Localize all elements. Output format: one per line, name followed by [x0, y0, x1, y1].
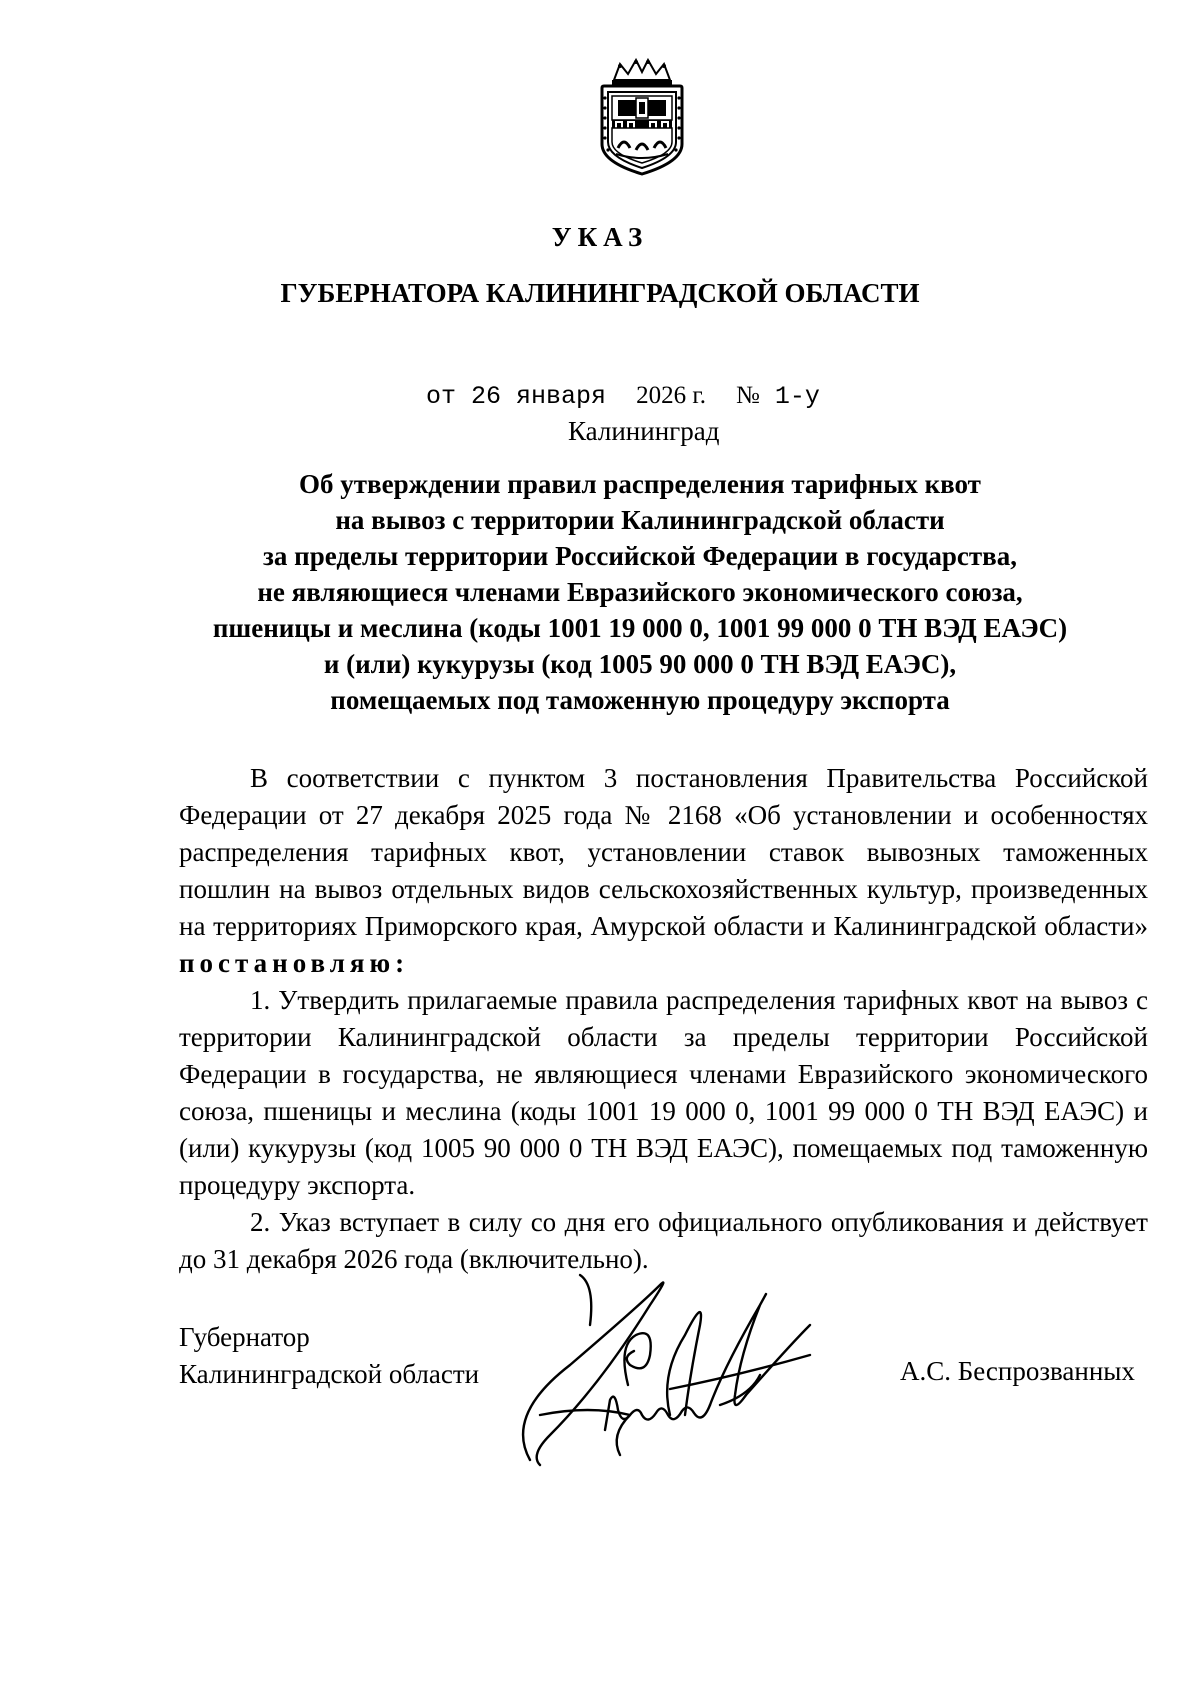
item-2-paragraph: 2. Указ вступает в силу со дня его официального опубликования и действует до 31 декабря 2026 года (включительно).: [179, 1207, 1148, 1274]
issuer-title: ГУБЕРНАТОРА КАЛИНИНГРАДСКОЙ ОБЛАСТИ: [280, 278, 920, 308]
city: Калининград: [568, 416, 720, 446]
decree-body: [179, 760, 1148, 1278]
subject-line: Об утверждении правил распределения тарифных квот: [299, 469, 981, 499]
decree-subject: [120, 466, 1160, 718]
date-prefix: от: [426, 382, 457, 411]
date-number-line: [426, 382, 820, 411]
subject-line: за пределы территории Российской Федерации в государства,: [263, 541, 1017, 571]
preamble-paragraph: [179, 760, 1148, 982]
subject-line: на вывоз с территории Калининградской области: [335, 505, 945, 535]
preamble-text: В соответствии с пунктом 3 постановления Правительства Российской Федерации от 27 декабря 2025 года № 2168 «Об установлении и особенностях распределения тарифных квот, установлении ставок вывозных таможенных пошлин на вывоз отдельных видов сельскохозяйственных культур, произведенных на территориях Приморского края, Амурской области и Калининградской области»: [179, 763, 1148, 941]
subject-line: помещаемых под таможенную процедуру экспорта: [330, 685, 950, 715]
coat-of-arms-icon: [594, 58, 690, 176]
item-1-paragraph: 1. Утвердить прилагаемые правила распределения тарифных квот на вывоз с территории Калининградской области за пределы территории Российской Федерации в государства, не являющиеся членами Евразийского экономического союза, пшеницы и меслина (коды 1001 19 000 0, 1001 99 000 0 ТН ВЭД ЕАЭС) и (или) кукурузы (код 1005 90 000 0 ТН ВЭД ЕАЭС), помещаемых под таможенную процедуру экспорта.: [179, 985, 1148, 1200]
position-line-1: Губернатор: [179, 1322, 310, 1352]
signatory-position: [179, 1319, 479, 1393]
decree-number: 1-у: [774, 382, 820, 411]
subject-line: и (или) кукурузы (код 1005 90 000 0 ТН ВЭД ЕАЭС),: [323, 649, 957, 679]
signatory-name: А.С. Беспрозванных: [900, 1356, 1135, 1386]
handwritten-signature: [510, 1265, 900, 1475]
subject-line: пшеницы и меслина (коды 1001 19 000 0, 1001 99 000 0 ТН ВЭД ЕАЭС): [212, 613, 1068, 643]
position-line-2: Калининградской области: [179, 1359, 480, 1389]
date-year: 2026 г.: [636, 382, 707, 409]
number-sign: №: [736, 382, 760, 409]
document-title: УКАЗ: [551, 222, 649, 252]
decree-word: постановляю:: [179, 948, 410, 978]
date-day-month: 26 января: [471, 382, 607, 411]
subject-line: не являющиеся членами Евразийского экономического союза,: [257, 577, 1023, 607]
